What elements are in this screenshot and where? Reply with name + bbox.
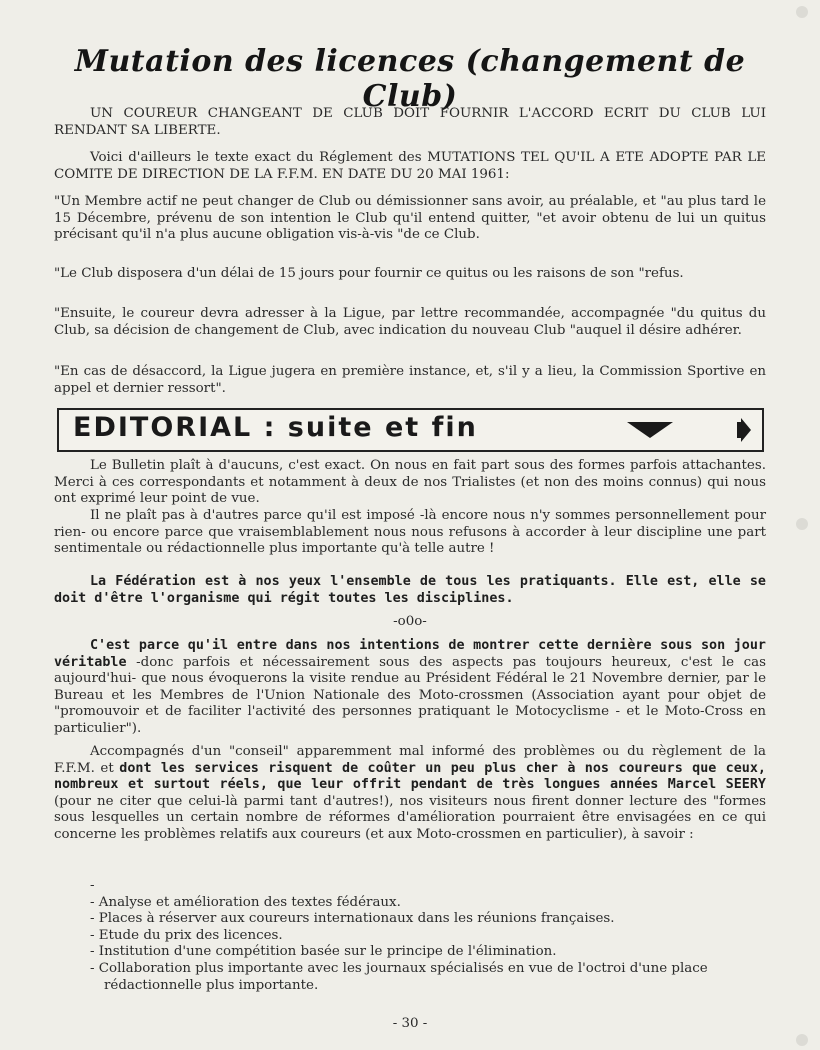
intro-paragraph: UN COUREUR CHANGEANT DE CLUB DOIT FOURNIR L'ACCORD ECRIT DU CLUB LUI RENDANT SA LIBERTE.: [54, 106, 766, 138]
editorial-banner: [57, 408, 764, 452]
editorial-paragraph: Le Bulletin plaît à d'aucuns, c'est exact. On nous en fait part sous des formes parfois attachantes. Merci à ces correspondants et notamment à deux de nos Trialistes (et non des moins connus) qui nous ont exprimé leur point de vue.: [54, 458, 766, 507]
punch-hole: [796, 518, 808, 530]
reglement-intro: Voici d'ailleurs le texte exact du Réglement des MUTATIONS TEL QU'IL A ETE ADOPTE PAR LE COMITE DE DIRECTION DE LA F.F.M. EN DATE DU 20 MAI 1961:: [54, 150, 766, 182]
body-text: Accompagnés d'un "conseil" apparemment mal informé des problèmes ou du règlement de la F.F.M. et: [54, 744, 766, 776]
page-title: Mutation des licences (changement de Club): [74, 44, 746, 114]
banner-text: EDITORIAL : suite et fin: [73, 412, 478, 443]
list-item: - Places à réserver aux coureurs internationaux dans les réunions françaises.: [90, 911, 615, 927]
arrow-down-icon: [627, 422, 673, 438]
list-item: - Institution d'une compétition basée sur le principe de l'élimination.: [90, 944, 557, 960]
list-item: - Analyse et amélioration des textes fédéraux.: [90, 894, 401, 910]
punch-hole: [796, 6, 808, 18]
body-text: -donc parfois et nécessairement sous des aspects pas toujours heureux, c'est le cas aujourd'hui- que nous évoquerons la visite rendue au Président Fédéral le 21 Novembre dernier, par le Bureau et les Membres de l'Union Nationale des Moto-crossmen (Association ayant pour objet de "promouvoir et de faciliter l'activité des personnes pratiquant le Motocyclisme - et le Moto-Cross en particulier").: [54, 654, 766, 736]
page-number: - 30 -: [392, 1016, 428, 1031]
editorial-paragraph: [54, 638, 766, 738]
bold-text: C'est parce qu'il entre dans nos intentions de montrer cette dernière sous son jour véritable: [54, 638, 766, 670]
list-item: - Collaboration plus importante avec les journaux spécialisés en vue de l'octroi d'une place rédactionnelle plus importante.: [90, 960, 708, 993]
body-text: (pour ne citer que celui-là parmi tant d'autres!), nos visiteurs nous firent donner lecture des "formes sous lesquelles un certain nombre de réformes d'amélioration pourraient être envisagées en ce qui concerne les problèmes relatifs aux coureurs (et aux Moto-crossmen en particulier), à savoir :: [54, 793, 766, 842]
quote-paragraph: "Un Membre actif ne peut changer de Club ou démissionner sans avoir, au préalable, et "au plus tard le 15 Décembre, prévenu de son intention le Club qu'il entend quitter, "et avoir obtenu de lui un quitus précisant qu'il n'a plus aucune obligation vis-à-vis "de ce Club.: [54, 194, 766, 243]
reform-list: [90, 878, 770, 994]
quote-paragraph: "Le Club disposera d'un délai de 15 jours pour fournir ce quitus ou les raisons de son "refus.: [54, 266, 684, 281]
bold-text: dont les services risquent de coûter un peu plus cher à nos coureurs que ceux, nombreux et surtout réels, que leur offrit pendant de très longues années Marcel SEERY: [54, 760, 766, 793]
list-item: -: [90, 878, 95, 893]
editorial-paragraph: Il ne plaît pas à d'autres parce qu'il est imposé -là encore nous n'y sommes personnellement pour rien- ou encore parce que vraisemblablement nous nous refusons à accorder à leur discipline une part sentimentale ou rédactionnelle plus importante qu'à telle autre !: [54, 508, 766, 557]
quote-paragraph: "Ensuite, le coureur devra adresser à la Ligue, par lettre recommandée, accompagnée "du quitus du Club, sa décision de changement de Club, avec indication du nouveau Club "auquel il désire adhérer.: [54, 306, 766, 338]
arrow-right-icon: [737, 418, 751, 442]
punch-hole: [796, 1034, 808, 1046]
quote-paragraph: "En cas de désaccord, la Ligue jugera en première instance, et, s'il y a lieu, la Commission Sportive en appel et dernier ressort".: [54, 364, 766, 396]
list-item: - Etude du prix des licences.: [90, 927, 283, 943]
editorial-bold-paragraph: La Fédération est à nos yeux l'ensemble de tous les pratiquants. Elle est, elle se doit d'être l'organisme qui régit toutes les disciplines.: [54, 574, 766, 606]
section-separator: -o0o-: [393, 614, 427, 629]
editorial-paragraph: [54, 744, 766, 844]
